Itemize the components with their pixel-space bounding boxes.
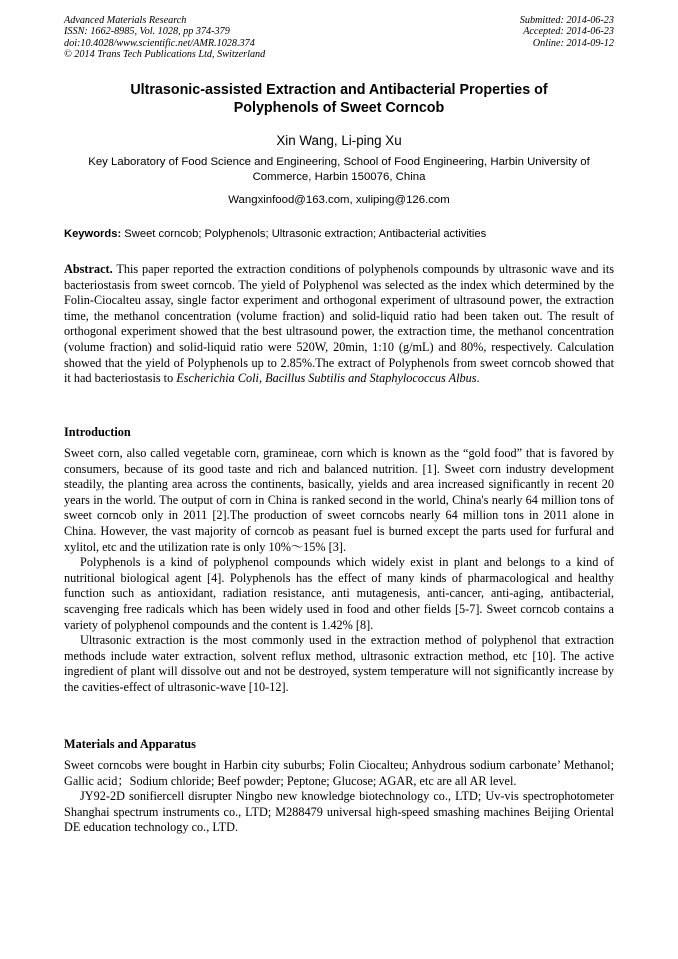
abstract-label: Abstract.	[64, 262, 113, 276]
intro-paragraph-1: Sweet corn, also called vegetable corn, gramineae, corn which is known as the “gold food” that is favored by consumers, because of its good taste and rich and balanced nutrition. [1]. Sweet corn industry development steadily, the planting area across the continents, basically, yields and area increased significantly in recent 20 years in the world. The output of corn in China is ranked second in the world, China's nearly 64 million tons of sweet corncob only in 2011 [2].The production of sweet corncobs nearly 64 million tons in 2011 alone in China. However, the vast majority of corncob as peasant fuel is burned except the parts used for furfural and xylitol, etc and the utilization rate is only 10%～15% [3].	[64, 446, 614, 554]
materials-paragraph-1: Sweet corncobs were bought in Harbin city suburbs; Folin Ciocalteu; Anhydrous sodium carbonate’ Methanol; Gallic acid；Sodium chloride; Beef powder; Peptone; Glucose; AGAR, etc are all AR level.	[64, 758, 614, 788]
keywords	[64, 227, 614, 241]
journal-issn: ISSN: 1662-8985, Vol. 1028, pp 374-379	[64, 26, 230, 38]
section-heading-materials: Materials and Apparatus	[64, 737, 196, 751]
authors: Xin Wang, Li-ping Xu	[276, 133, 402, 148]
section-heading-introduction: Introduction	[64, 425, 131, 439]
journal-name: Advanced Materials Research	[64, 15, 187, 26]
title-line-2: Polyphenols of Sweet Corncob	[233, 100, 445, 116]
date-accepted: Accepted: 2014-06-23	[523, 26, 614, 38]
abstract-species: Escherichia Coli, Bacillus Subtilis and Staphylococcus Albus	[176, 371, 477, 386]
abstract-end: .	[476, 371, 480, 386]
materials-paragraph-2: JY92-2D sonifiercell disrupter Ningbo new knowledge biotechnology co., LTD; Uv-vis spectrophotometer Shanghai spectrum instruments co., LTD; M288479 universal high-speed smashing machines Beijing Oriental DE education technology co., LTD.	[64, 789, 614, 835]
intro-paragraph-3: Ultrasonic extraction is the most commonly used in the extraction method of polyphenol that extraction methods include water extraction, solvent reflux method, ultrasonic extraction method, etc [10]. The active ingredient of plant will dissolve out and not be destroyed, system temperature will not significantly increase by the cavities-effect of ultrasonic-wave [10-12].	[64, 633, 614, 694]
journal-info	[64, 15, 394, 61]
title-line-1: Ultrasonic-assisted Extraction and Antibacterial Properties of	[130, 82, 548, 98]
abstract	[64, 262, 614, 387]
journal-doi[interactable]: doi:10.4028/www.scientific.net/AMR.1028.374	[64, 37, 255, 49]
keywords-text: Sweet corncob; Polyphenols; Ultrasonic extraction; Antibacterial activities	[121, 228, 487, 240]
publication-dates	[394, 15, 614, 49]
introduction-body	[64, 446, 614, 696]
materials-body	[64, 758, 614, 836]
paper-title	[64, 81, 614, 117]
abstract-text: This paper reported the extraction conditions of polyphenols compounds by ultrasonic wave and its bacteriostasis from sweet corncob. The yield of Polyphenol was selected as the index which determined by the Folin-Ciocalteu assay, single factor experiment and orthogonal experiment of ultrasound power, the extraction time, the methanol concentration (volume fraction) and solid-liquid ratio had been taken out. The result of orthogonal experiment showed that the best ultrasound power, the extraction time, the methanol concentration (volume fraction) and solid-liquid ratio were 520W, 20min, 1:10 (g/mL) and 80%, respectively. Calculation showed that the yield of Polyphenols up to 2.85%.The extract of Polyphenols from sweet corncob showed that it had bacteriostasis to	[64, 262, 614, 386]
journal-copyright: © 2014 Trans Tech Publications Ltd, Switzerland	[64, 49, 266, 61]
intro-paragraph-2: Polyphenols is a kind of polyphenol compounds which widely exist in plant and belongs to a kind of nutritional biological agent [4]. Polyphenols has the effect of many kinds of pharmacological and healthy function such as antioxidant, radiation resistance, anti mutagenesis, anti-cancer, anti-aging, antibacterial, scavenging free radicals which has been widely used in food and other fields [5-7]. Sweet corncob contains a variety of polyphenol compounds and the content is 1.42% [8].	[64, 555, 614, 632]
author-emails[interactable]: Wangxinfood@163.com, xuliping@126.com	[228, 194, 450, 206]
date-online: Online: 2014-09-12	[532, 37, 614, 49]
date-submitted: Submitted: 2014-06-23	[519, 15, 614, 26]
keywords-label: Keywords:	[64, 228, 122, 240]
affiliation: Key Laboratory of Food Science and Engineering, School of Food Engineering, Harbin University of Commerce, Harbin 150076, China	[88, 156, 590, 183]
